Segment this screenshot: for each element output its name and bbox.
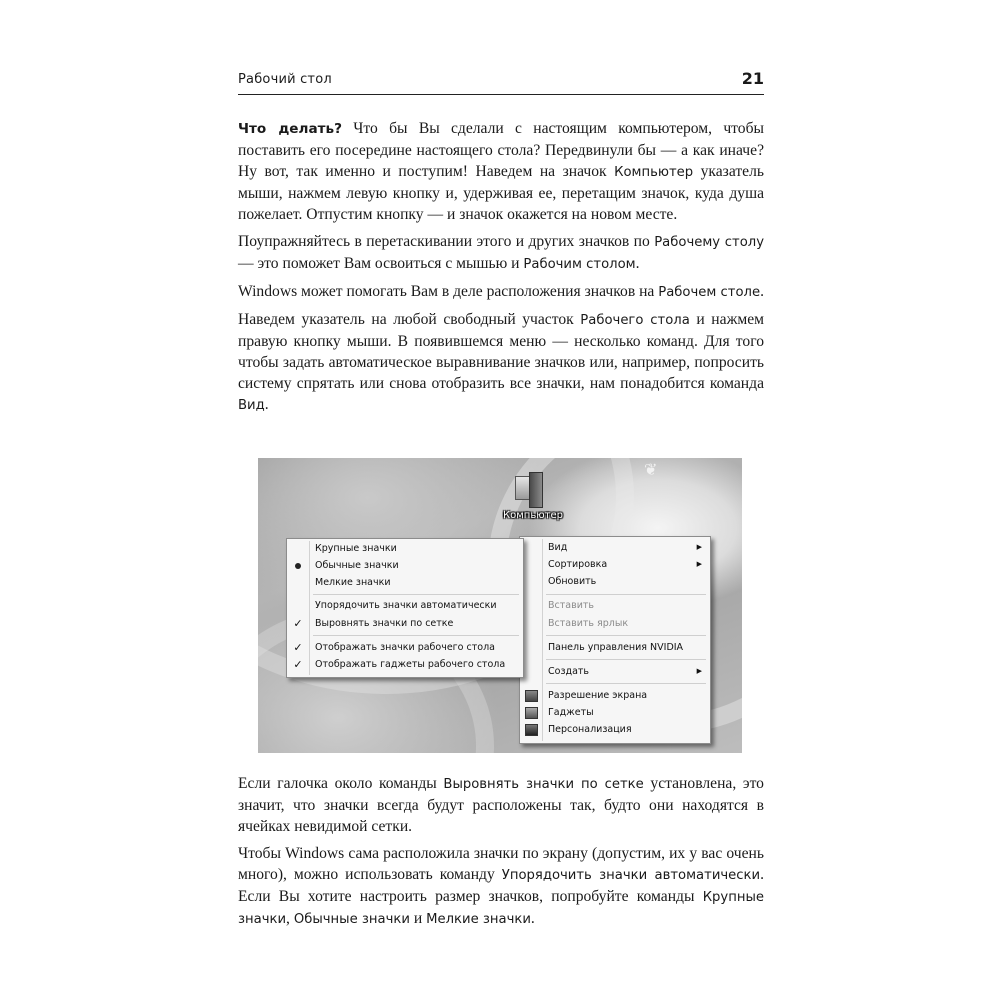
menu-item-label: Сортировка	[548, 559, 608, 570]
text-run: .	[635, 255, 640, 272]
paragraph	[238, 843, 764, 930]
text-run: . Если Вы хотите настроить размер значков, попробуйте команды	[238, 866, 764, 905]
text-run: Что бы Вы сделали с настоящим компьютером, чтобы поставить его посередине настоящего стола? Передвинули бы — а как иначе? Ну вот, так именно и поступим! Наведем на значок	[238, 120, 764, 180]
text-run: Поупражняйтесь в перетаскивании этого и других значков по	[238, 233, 655, 250]
menu-item-label: Выровнять значки по сетке	[315, 618, 454, 629]
menu-separator	[546, 683, 706, 684]
ui-term: Рабочего стола	[580, 313, 690, 328]
menu-item-view[interactable]	[520, 539, 710, 556]
menu-separator	[313, 635, 519, 636]
checkmark-icon: ✓	[293, 658, 303, 671]
desktop-screenshot	[258, 458, 742, 753]
submenu-arrow-icon: ▶	[696, 667, 702, 675]
computer-tower-icon	[529, 472, 543, 508]
radio-dot-icon	[291, 557, 305, 574]
submenu-arrow-icon: ▶	[696, 543, 702, 551]
ui-term: Упорядочить значки автоматически	[501, 868, 761, 883]
menu-separator	[546, 635, 706, 636]
text-run: .	[760, 283, 764, 300]
submenu-item-show-gadgets[interactable]	[287, 656, 523, 673]
body-text-bottom	[238, 773, 764, 936]
menu-item-label: Мелкие значки	[315, 577, 391, 588]
text-run: установлена, это значит, что значки всегда будут расположены так, будто они находятся в ячейках невидимой сетки.	[238, 775, 764, 835]
menu-item-label: Разрешение экрана	[548, 690, 648, 701]
menu-item-label: Вставить	[548, 600, 595, 611]
submenu-item-large-icons[interactable]	[287, 540, 523, 557]
view-submenu	[286, 538, 524, 678]
submenu-arrow-icon: ▶	[696, 560, 702, 568]
ui-term: Рабочем столе	[658, 285, 761, 300]
menu-item-gadgets[interactable]	[520, 704, 710, 721]
menu-item-label: Создать	[548, 666, 590, 677]
menu-item-personalization[interactable]	[520, 721, 710, 738]
paragraph	[238, 231, 764, 275]
menu-item-screen-resolution[interactable]	[520, 687, 710, 704]
text-run: указатель мыши, нажмем левую кнопку и, удерживая ее, перетащим значок, куда душа пожелает. Отпустим кнопку — и значок окажется на новом месте.	[238, 163, 764, 223]
menu-item-label: Обычные значки	[315, 560, 399, 571]
menu-separator	[546, 594, 706, 595]
ui-term: Вид	[238, 398, 265, 413]
menu-item-new[interactable]	[520, 663, 710, 680]
ui-term: Крупные значки	[238, 890, 764, 927]
text-run: Наведем указатель на любой свободный участок	[238, 311, 581, 328]
menu-item-sort[interactable]	[520, 556, 710, 573]
ui-term: Рабочим столом	[523, 257, 636, 272]
text-run: Если галочка около команды	[238, 775, 444, 792]
menu-item-paste-shortcut	[520, 615, 710, 632]
menu-item-label: Гаджеты	[548, 707, 594, 718]
text-run: .	[530, 910, 535, 927]
menu-item-label: Обновить	[548, 576, 597, 587]
menu-item-label: Крупные значки	[315, 543, 397, 554]
text-run: .	[264, 396, 269, 413]
ui-term: Выровнять значки по сетке	[443, 777, 644, 792]
submenu-item-auto-arrange[interactable]	[287, 597, 523, 614]
body-text-top	[238, 118, 764, 422]
paragraph	[238, 773, 764, 837]
menu-item-label: Вставить ярлык	[548, 618, 629, 629]
screen-resolution-icon	[525, 690, 538, 702]
paragraph	[238, 281, 764, 303]
submenu-item-align-to-grid[interactable]	[287, 615, 523, 632]
text-run: и нажмем правую кнопку мыши. В появившемся меню — несколько команд. Для того чтобы задать автоматическое выравнивание значков или, например, попросить систему спрятать или снова отобразить все значки, нам понадобится команда	[238, 311, 764, 392]
text-run: Чтобы Windows сама расположила значки по экрану (допустим, их у вас очень много), можно использовать команду	[238, 845, 764, 883]
ui-term: Мелкие значки	[426, 912, 531, 927]
butterfly-icon: ❦	[644, 460, 658, 479]
page-number: 21	[741, 69, 764, 88]
submenu-item-medium-icons[interactable]	[287, 557, 523, 574]
ui-term: Компьютер	[614, 165, 694, 180]
personalization-icon	[525, 724, 538, 736]
gadgets-icon	[525, 707, 538, 719]
menu-item-label: Отображать значки рабочего стола	[315, 642, 495, 653]
paragraph	[238, 118, 764, 225]
menu-item-label: Упорядочить значки автоматически	[315, 600, 497, 611]
submenu-item-small-icons[interactable]	[287, 574, 523, 591]
page-header	[238, 70, 764, 95]
checkmark-icon: ✓	[293, 641, 303, 654]
ui-term: Что делать?	[238, 121, 343, 137]
computer-desktop-icon[interactable]	[503, 470, 563, 526]
menu-item-label: Вид	[548, 542, 568, 553]
menu-item-nvidia-control-panel[interactable]	[520, 639, 710, 656]
menu-separator	[546, 659, 706, 660]
menu-item-label: Отображать гаджеты рабочего стола	[315, 659, 506, 670]
text-run: и	[409, 910, 427, 927]
text-run: Windows может помогать Вам в деле расположения значков на	[238, 283, 659, 300]
submenu-item-show-desktop-icons[interactable]	[287, 639, 523, 656]
text-run: ,	[286, 910, 294, 927]
menu-item-refresh[interactable]	[520, 573, 710, 590]
menu-item-label: Персонализация	[548, 724, 632, 735]
ui-term: Обычные значки	[293, 912, 410, 927]
menu-separator	[313, 594, 519, 595]
menu-item-label: Панель управления NVIDIA	[548, 642, 684, 653]
desktop-icon-label: Компьютер	[503, 510, 563, 521]
running-title: Рабочий стол	[238, 72, 332, 87]
checkmark-icon: ✓	[293, 617, 303, 630]
text-run: — это поможет Вам освоиться с мышью и	[238, 255, 524, 272]
ui-term: Рабочему столу	[654, 235, 764, 250]
menu-item-paste	[520, 597, 710, 614]
desktop-context-menu	[519, 536, 711, 744]
paragraph	[238, 309, 764, 416]
